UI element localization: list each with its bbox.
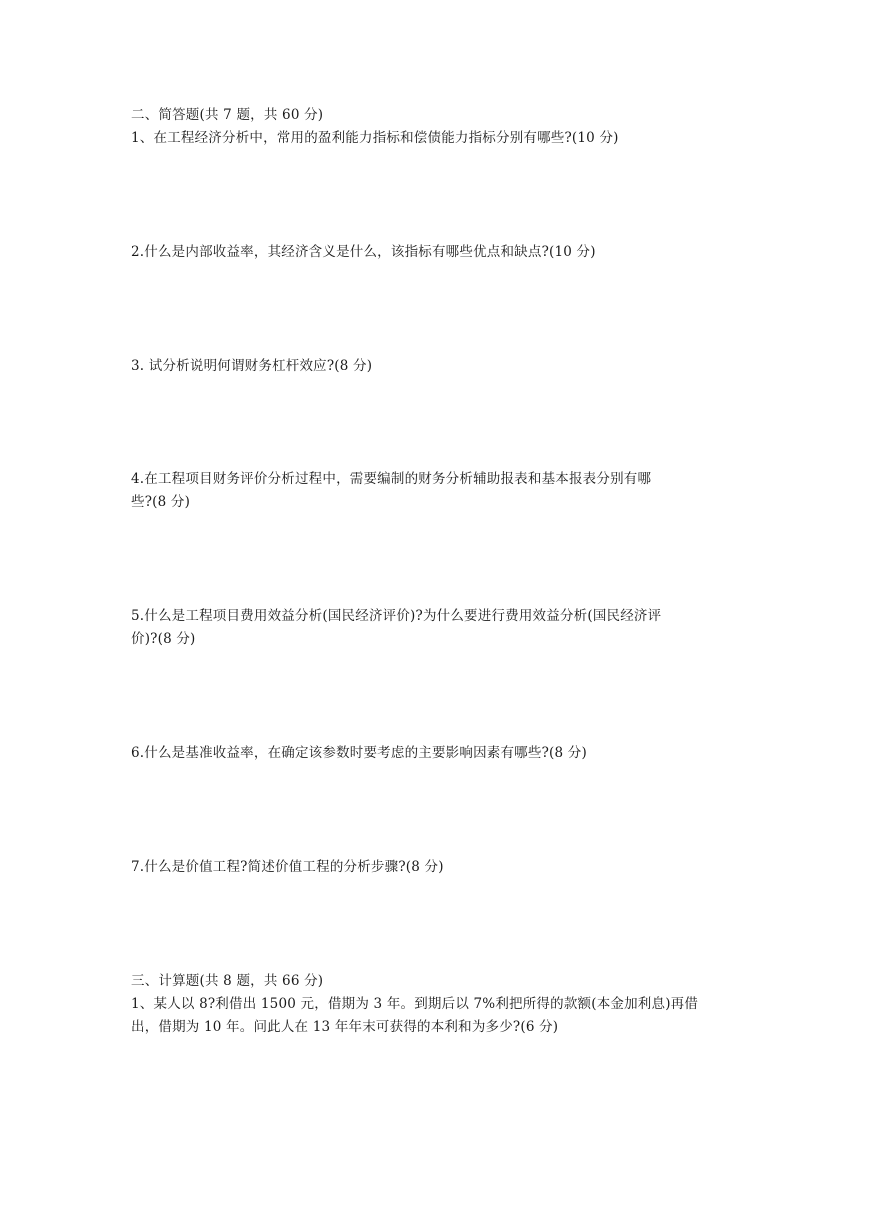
short-answer-question-6: 6.什么是基准收益率，在确定该参数时要考虑的主要影响因素有哪些?(8 分) [131, 745, 587, 761]
short-answer-question-5-line-1: 5.什么是工程项目费用效益分析(国民经济评价)?为什么要进行费用效益分析(国民经济评 [131, 608, 662, 624]
short-answer-question-3: 3. 试分析说明何谓财务杠杆效应?(8 分) [131, 358, 373, 374]
short-answer-question-7: 7.什么是价值工程?简述价值工程的分析步骤?(8 分) [131, 859, 444, 875]
short-answer-question-1: 1、在工程经济分析中，常用的盈利能力指标和偿债能力指标分别有哪些?(10 分) [131, 130, 619, 146]
short-answer-question-5-line-2: 价)?(8 分) [131, 631, 196, 647]
section-3-heading: 三、计算题(共 8 题，共 66 分) [131, 973, 324, 989]
calculation-question-1-line-2: 出，借期为 10 年。问此人在 13 年年末可获得的本利和为多少?(6 分) [131, 1019, 559, 1035]
short-answer-question-4-line-2: 些?(8 分) [131, 494, 191, 510]
section-2-heading: 二、简答题(共 7 题，共 60 分) [131, 107, 324, 123]
short-answer-question-4-line-1: 4.在工程项目财务评价分析过程中，需要编制的财务分析辅助报表和基本报表分别有哪 [131, 471, 652, 487]
short-answer-question-2: 2.什么是内部收益率，其经济含义是什么，该指标有哪些优点和缺点?(10 分) [131, 244, 596, 260]
calculation-question-1-line-1: 1、某人以 8?利借出 1500 元，借期为 3 年。到期后以 7%利把所得的款额(本金加利息)再借 [131, 996, 699, 1012]
